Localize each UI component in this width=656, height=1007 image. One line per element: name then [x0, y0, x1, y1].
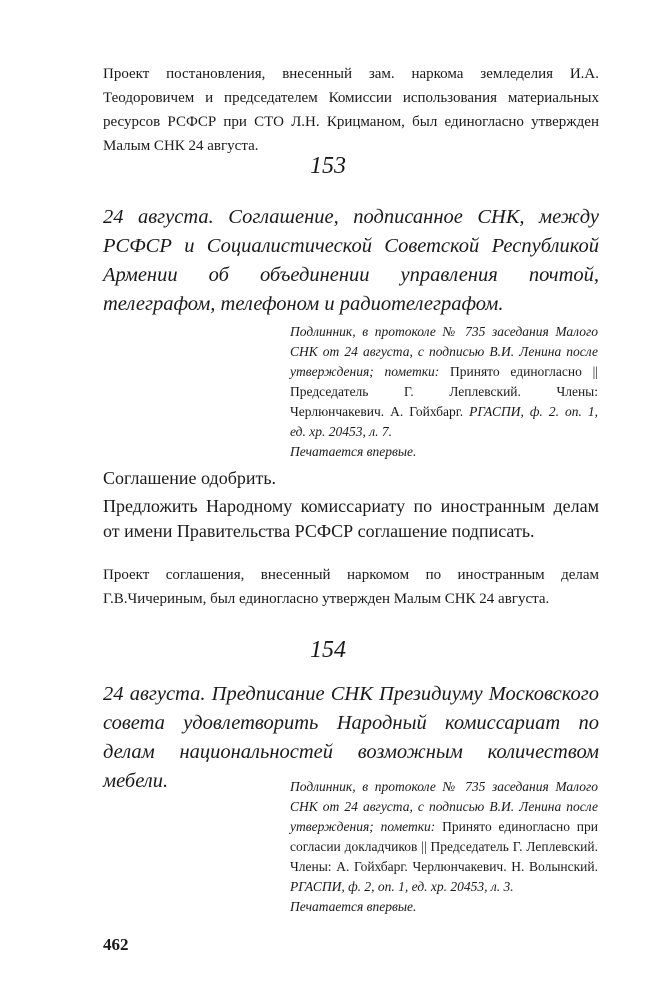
document-number-154: 154 — [310, 637, 346, 663]
document-body-153 — [103, 466, 599, 547]
paragraph-propose: Предложить Народному комиссариату по иностранным делам от имени Правительства РСФСР соглашение подписать. — [103, 496, 599, 541]
source-italic-part-2: РГАСПИ, ф. 2. оп. 1, ед. хр. 20453, л. 7. — [290, 404, 598, 439]
source-plain-part: Принято единогласно при согласии докладчиков || Председатель Г. Леплевский. Члены: А. Гойхбарг. Черлюнчакевич. Н. Волынский. — [290, 819, 598, 874]
source-note-154 — [290, 777, 598, 917]
source-italic-part-2: РГАСПИ, ф. 2, оп. 1, ед. хр. 20453, л. 3. — [290, 879, 514, 894]
source-plain-part: Принято единогласно || Председатель Г. Леплевский. Члены: Черлюнчакевич. А. Гойхбарг. — [290, 364, 599, 419]
source-italic-part-1: Подлинник, в протоколе № 735 заседания Малого СНК от 24 августа, с подписью В.И. Ленина после утверждения; пометки: — [290, 779, 598, 834]
paragraph-approve: Соглашение одобрить. — [103, 468, 277, 488]
document-title-154: 24 августа. Предписание СНК Президиуму Московского совета удовлетворить Народный комиссариат по делам национальностей возможным количеством мебели. — [103, 683, 599, 792]
printed-first-note-154: Печатается впервые. — [290, 899, 417, 914]
project-note-153: Проект соглашения, внесенный наркомом по иностранным делам Г.В.Чичериным, был единогласно утвержден Малым СНК 24 августа. — [103, 567, 599, 607]
source-note-153 — [290, 322, 598, 462]
printed-first-note-153: Печатается впервые. — [290, 444, 417, 459]
page-number: 462 — [103, 935, 129, 954]
document-number-153: 153 — [310, 153, 346, 179]
intro-note: Проект постановления, внесенный зам. наркома земледелия И.А. Теодоровичем и председателем Комиссии использования материальных ресурсов РСФСР при СТО Л.Н. Крицманом, был единогласно утвержден Малым СНК 24 августа. — [103, 66, 599, 154]
document-title-153: 24 августа. Соглашение, подписанное СНК, между РСФСР и Социалистической Советской Республикой Армении об объединении управления почтой, телеграфом, телефоном и радиотелеграфом. — [103, 206, 599, 315]
source-italic-part-1: Подлинник, в протоколе № 735 заседания Малого СНК от 24 августа, с подписью В.И. Ленина после утверждения; пометки: — [290, 324, 598, 379]
